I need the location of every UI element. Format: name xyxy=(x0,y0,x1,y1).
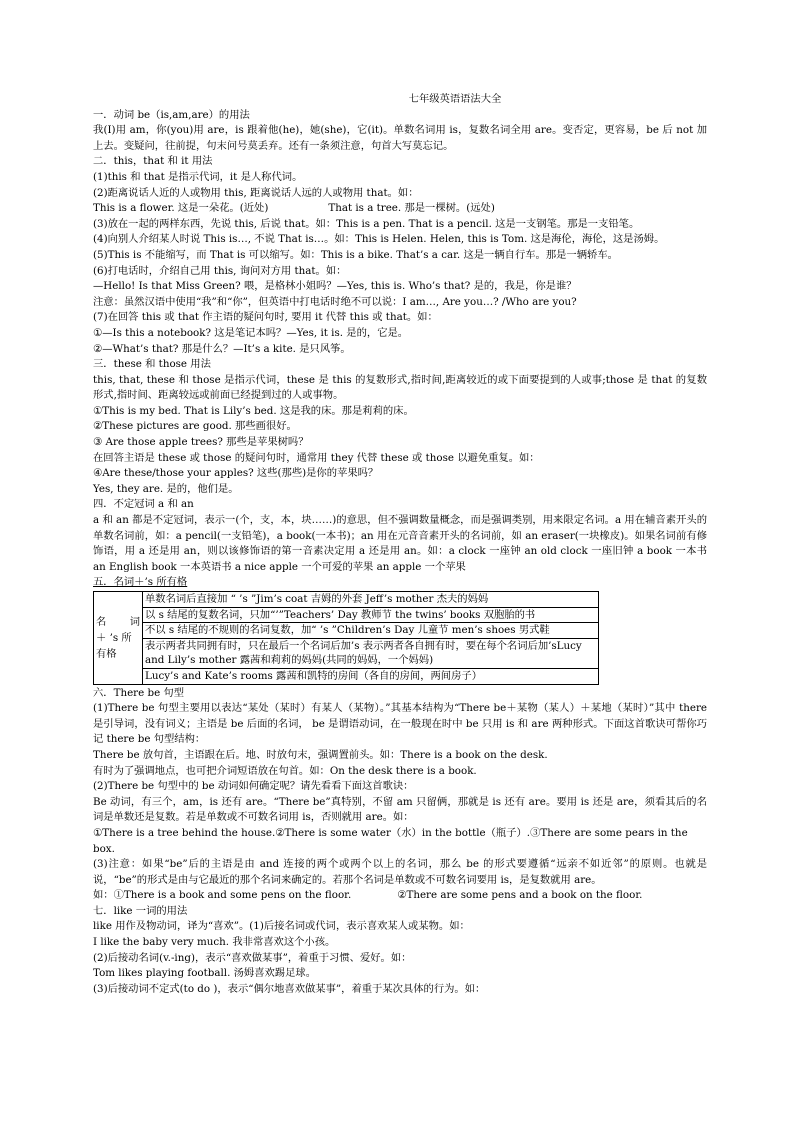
paragraph: (1)There be 句型主要用以表达“某处（某时）有某人（某物）。”其基本结构为“There be＋某物（某人）＋某地（某时）”其中 there 是引导词，没有词义；主语是 be 后面的名词， be 是谓语动词，在一般现在时中 be 只用 is 和 are 两种形式。下面这首歌诀可帮你巧记 there be 句型结构： xyxy=(93,702,707,746)
paragraph: Be 动词，有三个，am，is 还有 are。“There be”真特别，不留 am 只留俩，那就是 is 还有 are。要用 is 还是 are，须看其后的名词是单数还是复数。若是单数或不可数名词用 is，否则就用 are。如： xyxy=(93,795,707,824)
paragraph: ①—Is this a notebook? 这是笔记本吗？—Yes, it is. 是的，它是。 xyxy=(93,326,409,339)
section-heading-articles: 四．不定冠词 a 和 an xyxy=(93,498,194,511)
paragraph: ①This is my bed. That is Lily’s bed. 这是我的床。那是莉莉的床。 xyxy=(93,404,414,417)
table-label-cell xyxy=(94,592,143,685)
table-cell: 表示两者共同拥有时，只在最后一个名词后加’s 表示两者各自拥有时，要在每个名词后加’sLucy and Lily’s mother 露茜和莉莉的妈妈(共同的妈妈，一个妈妈) xyxy=(143,638,599,668)
table-label-part: 名 xyxy=(96,615,107,628)
paragraph: this, that, these 和 those 是指示代词，these 是 this 的复数形式,指时间,距离较近的或下面要提到的人或事;those 是 that 的复数形式,指时间、距离较远或前面已经提到过的人或事物。 xyxy=(93,373,707,402)
paragraph: (3)注意：如果“be”后的主语是由 and 连接的两个或两个以上的名词，那么 be 的形式要遵循“远亲不如近邻”的原则。也就是说，“be”的形式是由与它最近的那个名词来确定的。若那个名词是单数或不可数名词要用 is，是复数就用 are。 xyxy=(93,858,707,886)
table-row xyxy=(94,607,599,623)
example-far: That is a tree. 那是一棵树。(远处) xyxy=(328,202,495,215)
table-row xyxy=(94,623,599,639)
paragraph: (1)this 和 that 是指示代词，it 是人称代词。 xyxy=(93,170,303,183)
table-cell: Lucy’s and Kate’s rooms 露茜和凯特的房间（各自的房间，两间房子） xyxy=(143,668,599,684)
section-heading-be: 一．动词 be（is,am,are）的用法 xyxy=(93,108,250,121)
paragraph: ①There is a tree behind the house.②There is some water（水）in the bottle（瓶子）.③There are some pears in the box. xyxy=(93,826,688,855)
paragraph: like 用作及物动词，译为“喜欢”。(1)后接名词或代词，表示喜欢某人或某物。如： xyxy=(93,920,470,933)
paragraph: —Hello! Is that Miss Green? 喂，是格林小姐吗？—Yes, this is. Who’s that? 是的，我是，你是谁？ xyxy=(93,280,577,293)
paragraph: There be 放句首，主语跟在后。地、时放句末，强调置前头。如：There is a book on the desk. xyxy=(93,748,548,761)
section-heading-possessive: 五．名词＋’s 所有格 xyxy=(93,576,188,589)
paragraph: 我(I)用 am，你(you)用 are，is 跟着他(he)，她(she)，它(it)。单数名词用 is，复数名词全用 are。变否定，更容易，be 后 not 加上去。变疑问，往前提，句末问号莫丢弃。还有一条须注意，句首大写莫忘记。 xyxy=(93,124,707,152)
paragraph: (5)This is 不能缩写，而 That is 可以缩写。如：This is a bike. That’s a car. 这是一辆自行车。那是一辆轿车。 xyxy=(93,248,618,261)
paragraph: 注意：虽然汉语中使用“我”和“你”，但英语中打电话时绝不可以说：I am…, Are you…? /Who are you? xyxy=(93,295,577,308)
example-line xyxy=(93,201,707,217)
paragraph: (4)向别人介绍某人时说 This is…, 不说 That is…。如：This is Helen. Helen, this is Tom. 这是海伦，海伦，这是汤姆。 xyxy=(93,233,665,246)
paragraph: (6)打电话时，介绍自己用 this, 询问对方用 that。如： xyxy=(93,264,347,277)
paragraph: (2)后接动名词(v.-ing)，表示“喜欢做某事”，着重于习惯、爱好。如： xyxy=(93,951,412,964)
paragraph: (7)在回答 this 或 that 作主语的疑问句时, 要用 it 代替 this 或 that。如： xyxy=(93,311,438,324)
table-label-part: 词 xyxy=(129,615,140,628)
paragraph: (2)距离说话人近的人或物用 this, 距离说话人远的人或物用 that。如： xyxy=(93,186,419,199)
table-row xyxy=(94,592,599,608)
table-cell: 单数名词后直接加 “ ’s ”Jim’s coat 吉姆的外套 Jeff’s mother 杰夫的妈妈 xyxy=(143,592,599,608)
example-second: ②There are some pens and a book on the floor. xyxy=(397,889,643,902)
paragraph: Tom likes playing football. 汤姆喜欢踢足球。 xyxy=(93,967,316,980)
example-near: This is a flower. 这是一朵花。(近处) xyxy=(93,202,269,215)
table-label-part: ＋ ’s 所 xyxy=(96,631,132,644)
paragraph: I like the baby very much. 我非常喜欢这个小孩。 xyxy=(93,936,336,949)
section-heading-there-be: 六．There be 句型 xyxy=(93,686,185,699)
page-title: 七年级英语语法大全 xyxy=(408,93,502,105)
section-heading-like: 七．like 一词的用法 xyxy=(93,904,188,917)
possessive-table xyxy=(93,591,599,685)
paragraph: ②These pictures are good. 那些画很好。 xyxy=(93,420,297,433)
paragraph: Yes, they are. 是的，他们是。 xyxy=(93,482,239,495)
section-heading-these-those: 三．these 和 those 用法 xyxy=(93,358,211,371)
paragraph: ④Are these/those your apples? 这些(那些)是你的苹果吗？ xyxy=(93,467,379,480)
paragraph: (3)后接动词不定式(to do )，表示“偶尔地喜欢做某事”，着重于某次具体的行为。如： xyxy=(93,982,486,995)
example-first: 如：①There is a book and some pens on the floor. xyxy=(93,889,352,902)
paragraph: 有时为了强调地点，也可把介词短语放在句首。如：On the desk there is a book. xyxy=(93,764,477,777)
paragraph: ③ Are those apple trees? 那些是苹果树吗？ xyxy=(93,436,309,449)
table-row xyxy=(94,638,599,668)
table-row xyxy=(94,668,599,684)
paragraph: ②—What’s that? 那是什么？—It’s a kite. 是只风筝。 xyxy=(93,342,351,355)
paragraph: 在回答主语是 these 或 those 的疑问句时，通常用 they 代替 these 或 those 以避免重复。如： xyxy=(93,451,540,464)
paragraph: (2)There be 句型中的 be 动词如何确定呢？请先看看下面这首歌诀： xyxy=(93,780,414,793)
paragraph: (3)放在一起的两样东西，先说 this, 后说 that。如：This is a pen. That is a pencil. 这是一支钢笔。那是一支铅笔。 xyxy=(93,217,640,230)
example-line xyxy=(93,888,707,904)
paragraph: a 和 an 都是不定冠词，表示一(个，支，本，块……)的意思，但不强调数量概念，而是强调类别，用来限定名词。a 用在辅音素开头的单数名词前，如：a pencil(一支铅笔)，a book(一本书)；an 用在元音音素开头的名词前，如 an eraser(一块橡皮)。如果名词前有修饰语，用 a 还是用 an，则以该修饰语的第一音素决定用 a 还是用 an。如：a clock 一座钟 an old clock 一座旧钟 a book 一本书 an English book 一本英语书 a nice apple 一个可爱的苹果 an apple 一个苹果 xyxy=(93,514,707,573)
table-cell: 不以 s 结尾的不规则的名词复数，加“ ’s ”Children’s Day 儿童节 men’s shoes 男式鞋 xyxy=(143,623,599,639)
table-label-part: 有格 xyxy=(96,647,117,660)
section-heading-this-that: 二．this，that 和 it 用法 xyxy=(93,155,213,168)
table-cell: 以 s 结尾的复数名词，只加“’”Teachers’ Day 教师节 the twins’ books 双胞胎的书 xyxy=(143,607,599,623)
document xyxy=(93,92,707,997)
